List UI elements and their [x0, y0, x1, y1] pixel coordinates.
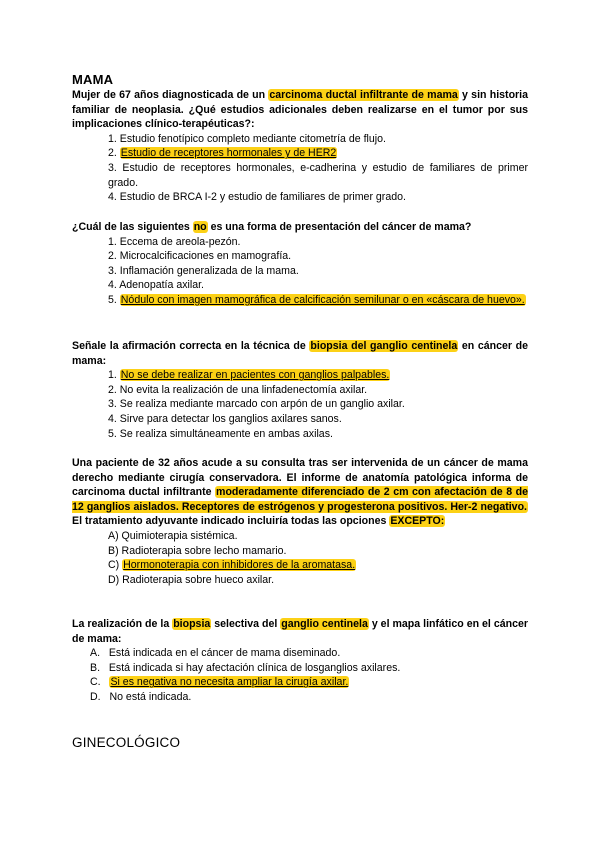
- question-1-stem: [72, 88, 528, 132]
- question-3-stem: [72, 339, 528, 368]
- option-2: 2. No evita la realización de una linfadenectomía axilar.: [108, 383, 368, 396]
- option-5: 5. Se realiza simultáneamente en ambas axilas.: [108, 427, 333, 440]
- question-1-stem-text-2: y sin historia familiar de neoplasia. ¿Qué estudios adicionales deben realizarse en el tumor por sus implicaciones clínico-terapéuticas?:: [72, 89, 528, 131]
- question-5-stem: [72, 617, 528, 646]
- option-d-letter: D.: [90, 690, 110, 703]
- question-5-highlight-ganglio: ganglio centinela: [281, 618, 368, 630]
- question-3-highlight: biopsia del ganglio centinela: [310, 340, 458, 352]
- question-1-highlight: carcinoma ductal infiltrante de mama: [269, 89, 458, 101]
- option-1-answer-highlight: No se debe realizar en pacientes con ganglios palpables.: [120, 369, 390, 382]
- question-4-stem: [72, 456, 528, 529]
- option-2-answer-highlight: Estudio de receptores hormonales y de HER2: [120, 147, 337, 160]
- question-4-options: [72, 529, 528, 587]
- option-b: B) Radioterapia sobre lecho mamario.: [108, 544, 287, 557]
- question-4-stem-text-2: El tratamiento adyuvante indicado incluiría todas las opciones: [72, 515, 390, 528]
- question-3-stem-text-2: en cáncer de mama:: [72, 340, 528, 367]
- option-c: [90, 675, 528, 690]
- question-1: [72, 88, 528, 205]
- question-5-stem-text-3: y el mapa linfático en el cáncer de mama:: [72, 618, 528, 645]
- option-4: 4. Adenopatía axilar.: [108, 279, 205, 292]
- option-a-text: Está indicada en el cáncer de mama diseminado.: [108, 647, 341, 660]
- option-c-answer-highlight: Si es negativa no necesita ampliar la cirugía axilar.: [110, 676, 349, 689]
- option-5-number: 5.: [108, 293, 120, 306]
- question-5-options: [72, 646, 528, 704]
- option-1: 1. Eccema de areola-pezón.: [108, 235, 241, 248]
- question-4-highlight-except: EXCEPTO:: [390, 515, 445, 528]
- question-2: [72, 220, 528, 308]
- option-1: [108, 368, 528, 383]
- question-2-highlight: no: [193, 221, 207, 233]
- option-a: [90, 646, 528, 661]
- option-1-number: 1.: [108, 369, 120, 382]
- option-c-letter: C): [108, 559, 123, 572]
- section-title-ginecologico: GINECOLÓGICO: [72, 735, 181, 750]
- question-5-highlight-biopsia: biopsia: [173, 618, 211, 630]
- question-1-stem-text: Mujer de 67 años diagnosticada de un: [72, 89, 269, 101]
- option-2: [108, 146, 528, 161]
- question-1-options: [72, 132, 528, 205]
- option-4: 4. Sirve para detectar los ganglios axilares sanos.: [108, 412, 342, 425]
- question-3-stem-text: Señale la afirmación correcta en la técnica de: [72, 340, 310, 352]
- option-c-letter: C.: [90, 676, 110, 689]
- option-b-letter: B.: [90, 661, 109, 674]
- question-3: [72, 339, 528, 441]
- option-c-answer-highlight: Hormonoterapia con inhibidores de la aromatasa.: [123, 559, 356, 572]
- option-2: 2. Microcalcificaciones en mamografía.: [108, 250, 292, 263]
- question-2-stem: [72, 220, 528, 235]
- question-5: [72, 617, 528, 705]
- option-3: 3. Inflamación generalizada de la mama.: [108, 264, 299, 277]
- question-2-options: [72, 235, 528, 308]
- option-b-text: Está indicada si hay afectación clínica de losganglios axilares.: [108, 661, 401, 674]
- option-5: [108, 293, 528, 308]
- option-3: 3. Estudio de receptores hormonales, e-cadherina y estudio de familiares de primer grado.: [108, 161, 528, 189]
- option-a-letter: A.: [90, 647, 109, 660]
- question-4-highlight: moderadamente diferenciado de 2 cm con afectación de 8 de 12 ganglios aislados. Receptores de estrógenos y progesterona positivos. Her-2 negativo.: [72, 486, 528, 513]
- section-title-mama: MAMA: [72, 72, 114, 87]
- option-d-text: No está indicada.: [109, 690, 192, 703]
- option-c: [108, 558, 528, 573]
- option-1: 1. Estudio fenotípico completo mediante citometría de flujo.: [108, 132, 386, 145]
- option-2-number: 2.: [108, 147, 120, 160]
- question-4-stem-text: Una paciente de 32 años acude a su consulta tras ser intervenida de un cáncer de mama derecho mediante cirugía conservadora. El informe de anatomía patológica informa de carcinoma ductal infiltrante: [72, 457, 528, 499]
- option-d: D) Radioterapia sobre hueco axilar.: [108, 573, 275, 586]
- option-4: 4. Estudio de BRCA I-2 y estudio de familiares de primer grado.: [108, 191, 406, 204]
- question-5-stem-text-2: selectiva del: [211, 618, 281, 630]
- option-b: [90, 661, 528, 676]
- question-4: [72, 456, 528, 587]
- option-a: A) Quimioterapia sistémica.: [108, 529, 238, 542]
- question-2-stem-text-2: es una forma de presentación del cáncer de mama?: [207, 221, 472, 233]
- option-d: [90, 690, 528, 705]
- option-5-answer-highlight: Nódulo con imagen mamográfica de calcificación semilunar o en «cáscara de huevo».: [120, 293, 525, 306]
- option-3: 3. Se realiza mediante marcado con arpón de un ganglio axilar.: [108, 398, 405, 411]
- question-5-stem-text: La realización de la: [72, 618, 173, 630]
- question-3-options: [72, 368, 528, 441]
- question-2-stem-text: ¿Cuál de las siguientes: [72, 221, 193, 233]
